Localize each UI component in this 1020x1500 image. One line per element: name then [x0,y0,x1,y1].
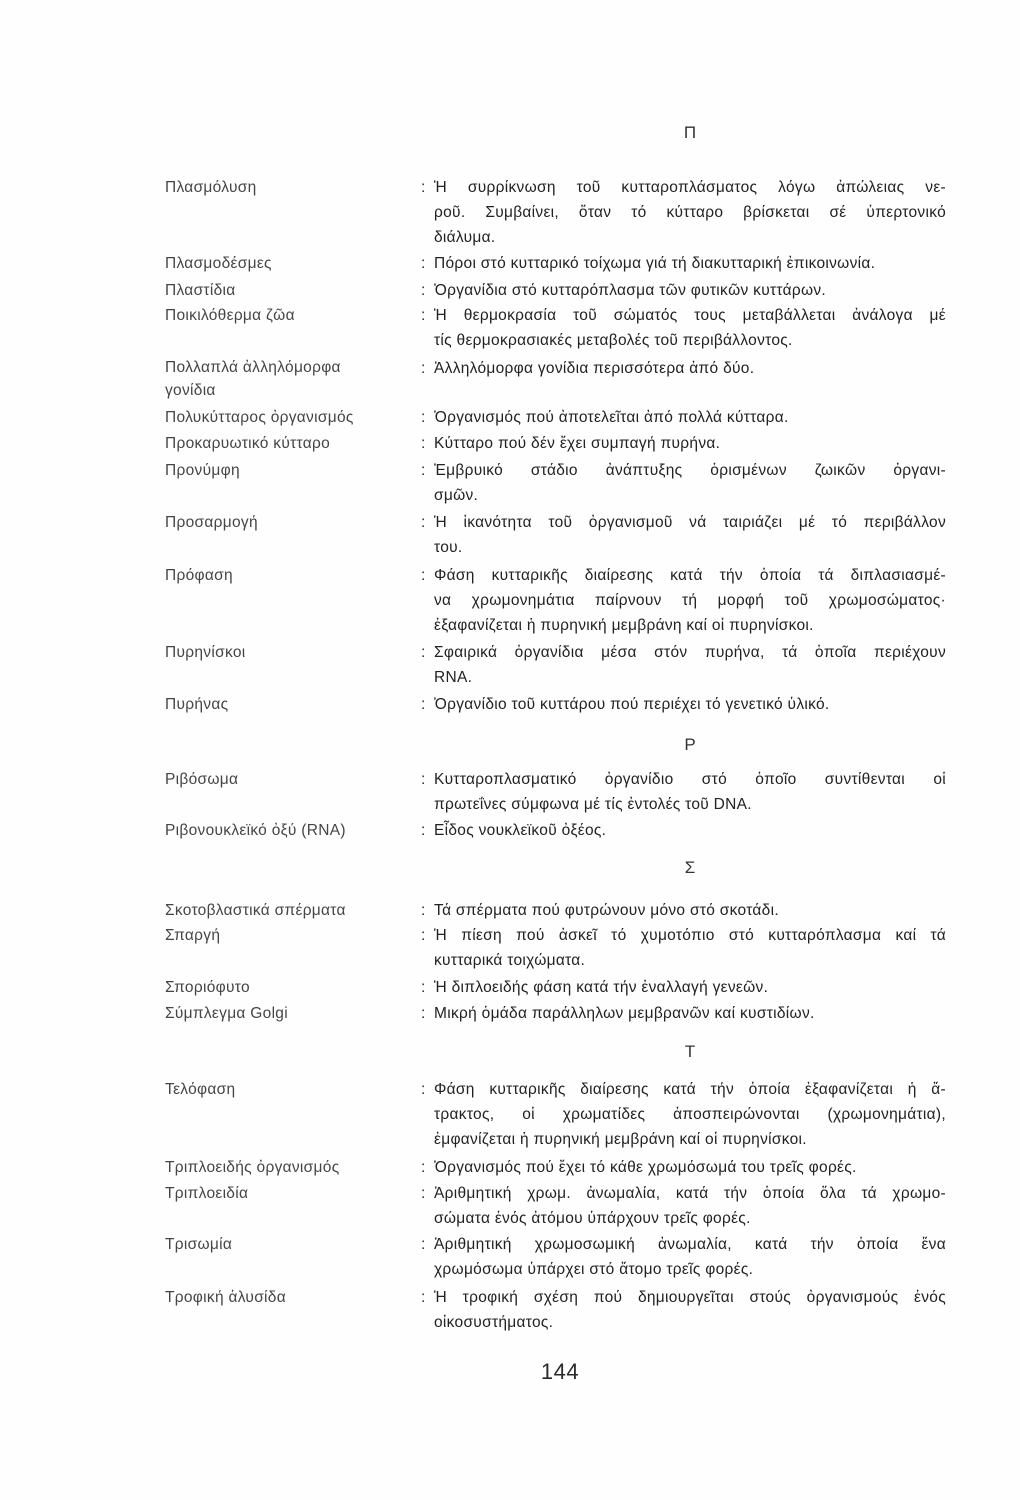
term-line: Τρισωμία [165,1236,233,1253]
definition-line: ἐξαφανίζεται ἡ πυρηνική μεμβράνη καί οἱ πυρηνίσκοι. [434,617,814,634]
definition-line: Ἀριθμητική χρωμ. ἀνωμαλία, κατά τήν ὁποία ὅλα τά χρωμο- [434,1185,946,1202]
definition [434,278,946,303]
definition-line: RNA. [434,669,473,686]
term-line: Προνύμφη [165,462,240,479]
definition [434,975,946,1000]
definition-line: Ἡ πίεση πού ἀσκεῖ τό χυμοτόπιο στό κυτταρόπλασμα καί τά [434,927,946,944]
definition-line: τίς θερμοκρασιακές μεταβολές τοῦ περιβάλλοντος. [434,332,793,349]
term-line: Πυρηνίσκοι [165,644,246,661]
definition-line: σώματα ἑνός ἀτόμου ὑπάρχουν τρεῖς φορές. [434,1210,751,1227]
term [165,175,410,200]
term-line: Πλαστίδια [165,282,236,299]
definition-line: κυτταρικά τοιχώματα. [434,952,586,969]
separator: : [421,360,426,377]
definition-line: Ἡ διπλοειδής φάση κατά τήν ἐναλλαγή γενεῶν. [434,979,769,996]
definition-line: του. [434,539,463,556]
term [165,923,410,948]
definition-line: Ἡ τροφική σχέση πού δημιουργεῖται στούς ὀργανισμούς ἑνός [434,1289,946,1306]
term [165,1181,410,1206]
definition-line: Εἶδος νουκλεϊκοῦ ὀξέος. [434,822,607,839]
separator: : [421,179,426,196]
term-line: Τελόφαση [165,1081,236,1098]
term [165,692,410,717]
definition-line: Ἡ ἱκανότητα τοῦ ὀργανισμοῦ νά ταιριάζει μέ τό περιβάλλον [434,514,946,531]
definition [434,1285,946,1335]
definition-line: Ἡ συρρίκνωση τοῦ κυτταροπλάσματος λόγω ἀπώλειας νε- [434,179,946,196]
separator: : [421,307,426,324]
term-line: Ποικιλόθερμα ζῶα [165,307,295,324]
separator: : [421,435,426,452]
term-line: Ριβονουκλεϊκό ὀξύ (RNA) [165,822,346,839]
definition [434,898,946,923]
term-line: Πυρήνας [165,696,229,713]
definition-line: να χρωμονημάτια παίρνουν τή μορφή τοῦ χρωμοσώματος· [434,592,946,609]
definition [434,356,946,381]
definition [434,640,946,690]
term [165,975,410,1000]
term [165,898,410,923]
separator: : [421,409,426,426]
definition [434,303,946,353]
separator: : [421,902,426,919]
definition [434,1077,946,1152]
definition [434,175,946,250]
separator: : [421,644,426,661]
definition-line: τρακτος, οἱ χρωματίδες ἀποσπειρώνονται (χρωμονημάτια), [434,1106,946,1123]
term [165,458,410,483]
definition-line: σμῶν. [434,487,479,504]
separator: : [421,1159,426,1176]
definition-line: χρωμόσωμα ὑπάρχει στό ἄτομο τρεῖς φορές. [434,1261,754,1278]
term-line: Σπαργή [165,927,221,944]
section-letter: Π [683,123,697,142]
section-letter: Τ [684,1042,696,1061]
definition [434,458,946,508]
separator: : [421,1289,426,1306]
term [165,1232,410,1257]
term [165,510,410,535]
separator: : [421,1081,426,1098]
definition-line: Ὀργανίδια στό κυτταρόπλασμα τῶν φυτικῶν κυττάρων. [434,282,827,299]
definition [434,818,946,843]
term [165,1001,410,1026]
separator: : [421,1005,426,1022]
definition-line: Ὀργανίδιο τοῦ κυττάρου πού περιέχει τό γενετικό ὑλικό. [434,696,830,713]
definition-line: Κύτταρο πού δέν ἔχει συμπαγή πυρήνα. [434,435,721,452]
term-line: Σύμπλεγμα Golgi [165,1005,288,1022]
term [165,356,410,402]
separator: : [421,567,426,584]
term [165,767,410,792]
separator: : [421,282,426,299]
term-line: γονίδια [165,382,216,399]
term-line: Πολυκύτταρος ὀργανισμός [165,409,354,426]
definition [434,1001,946,1026]
separator: : [421,696,426,713]
term [165,303,410,328]
separator: : [421,927,426,944]
term-line: Τριπλοειδία [165,1185,249,1202]
definition-line: Σφαιρικά ὀργανίδια μέσα στόν πυρήνα, τά ὁποῖα περιέχουν [434,644,946,661]
definition-line: πρωτεΐνες σύμφωνα μέ τίς ἐντολές τοῦ DNA. [434,796,752,813]
definition [434,1155,946,1180]
definition-line: Ἀριθμητική χρωμοσωμική ἀνωμαλία, κατά τήν ὁποία ἕνα [434,1236,946,1253]
definition-line: Φάση κυτταρικῆς διαίρεσης κατά τήν ὁποία τά διπλασιασμέ- [434,567,946,584]
definition [434,692,946,717]
term-line: Πλασμόλυση [165,179,257,196]
term [165,563,410,588]
definition [434,510,946,560]
separator: : [421,255,426,272]
separator: : [421,1185,426,1202]
definition [434,251,946,276]
definition [434,431,946,456]
definition-line: διάλυμα. [434,229,496,246]
term-line: Τροφική ἁλυσίδα [165,1289,286,1306]
term [165,278,410,303]
term [165,431,410,456]
definition-line: Ἡ θερμοκρασία τοῦ σώματός τους μεταβάλλεται ἀνάλογα μέ [434,307,946,324]
definition-line: Ἀλληλόμορφα γονίδια περισσότερα ἀπό δύο. [434,360,755,377]
term-line: Ριβόσωμα [165,771,239,788]
definition [434,1181,946,1231]
definition-line: Ὀργανισμός πού ἀποτελεῖται ἀπό πολλά κύτταρα. [434,409,789,426]
separator: : [421,979,426,996]
definition [434,563,946,638]
term [165,1077,410,1102]
definition [434,923,946,973]
term-line: Σκοτοβλαστικά σπέρματα [165,902,346,919]
definition-line: οἰκοσυστήματος. [434,1314,554,1331]
separator: : [421,771,426,788]
term [165,251,410,276]
definition-line: Πόροι στό κυτταρικό τοίχωμα γιά τή διακυτταρική ἐπικοινωνία. [434,255,876,272]
definition-line: Κυτταροπλασματικό ὀργανίδιο στό ὁποῖο συντίθενται οἱ [434,771,946,788]
term [165,818,410,843]
term-line: Προκαρυωτικό κύτταρο [165,435,331,452]
definition-line: ροῦ. Συμβαίνει, ὅταν τό κύτταρο βρίσκεται σέ ὑπερτονικό [434,204,946,221]
page-number: 144 [540,1359,580,1384]
term [165,1285,410,1310]
separator: : [421,462,426,479]
section-letter: Ρ [684,735,696,754]
definition-line: Τά σπέρματα πού φυτρώνουν μόνο στό σκοτάδι. [434,902,779,919]
term-line: Πλασμοδέσμες [165,255,272,272]
term-line: Τριπλοειδής ὀργανισμός [165,1159,340,1176]
definition [434,405,946,430]
definition [434,1232,946,1282]
definition-line: ἐμφανίζεται ἡ πυρηνική μεμβράνη καί οἱ πυρηνίσκοι. [434,1131,807,1148]
term-line: Σποριόφυτο [165,979,250,996]
term-line: Πρόφαση [165,567,233,584]
separator: : [421,514,426,531]
term [165,405,410,430]
term [165,640,410,665]
definition-line: Ἐμβρυικό στάδιο ἀνάπτυξης ὁρισμένων ζωικῶν ὀργανι- [434,462,946,479]
definition-line: Ὀργανισμός πού ἔχει τό κάθε χρωμόσωμά του τρεῖς φορές. [434,1159,857,1176]
separator: : [421,822,426,839]
term [165,1155,410,1180]
section-letter: Σ [684,858,696,877]
definition-line: Μικρή ὁμάδα παράλληλων μεμβρανῶν καί κυστιδίων. [434,1005,815,1022]
term-line: Προσαρμογή [165,514,258,531]
definition-line: Φάση κυτταρικῆς διαίρεσης κατά τήν ὁποία ἐξαφανίζεται ἡ ἄ- [434,1081,946,1098]
term-line: Πολλαπλά ἀλληλόμορφα [165,359,341,376]
definition [434,767,946,817]
separator: : [421,1236,426,1253]
